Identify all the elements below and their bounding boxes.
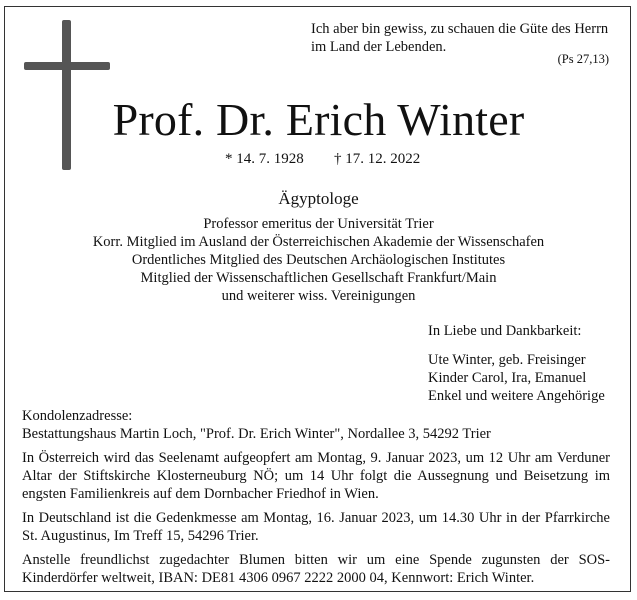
title-line: Ordentliches Mitglied des Deutschen Archäologischen Institutes (131, 252, 506, 268)
bible-verse (311, 20, 611, 56)
birth-date: * 14. 7. 1928 (225, 151, 304, 167)
announcement-body (22, 407, 610, 593)
condolence-label: Kondolenzadresse: (22, 408, 133, 424)
deceased-name: Prof. Dr. Erich Winter (112, 94, 525, 145)
verse-line: im Land der Lebenden. (311, 39, 447, 55)
family-intro: In Liebe und Dankbarkeit: (428, 323, 582, 339)
family-member: Ute Winter, geb. Freisinger (428, 352, 586, 368)
title-line: Mitglied der Wissenschaftlichen Gesellschaft Frankfurt/Main (140, 270, 497, 286)
family-member: Enkel und weitere Angehörige (428, 388, 605, 404)
death-date: † 17. 12. 2022 (334, 151, 421, 167)
verse-line: Ich aber bin gewiss, zu schauen die Güte des Herrn (311, 21, 609, 37)
family-block (428, 322, 605, 405)
verse-reference: (Ps 27,13) (557, 52, 609, 66)
germany-service-paragraph: In Deutschland ist die Gedenkmesse am Montag, 16. Januar 2023, um 14.30 Uhr in der Pfarrkirche St. Augustinus, Im Treff 15, 54296 Trier. (22, 510, 610, 544)
titles-list (0, 215, 637, 305)
donation-paragraph: Anstelle freundlichst zugedachter Blumen bitten wir um eine Spende zugunsten der SOS-Kinderdörfer weltweit, IBAN: DE81 4306 0967 2222 2000 04, Kennwort: Erich Winter. (22, 552, 610, 586)
title-line: Korr. Mitglied im Ausland der Österreichischen Akademie der Wissenschafen (92, 234, 545, 250)
profession: Ägyptologe (278, 189, 359, 208)
austria-service-paragraph: In Österreich wird das Seelenamt aufgeopfert am Montag, 9. Januar 2023, um 12 Uhr am Verduner Altar der Stiftskirche Klosterneuburg NÖ; um 14 Uhr folgt die Aussegnung und Beisetzung im engsten Familienkreis auf dem Dornbacher Friedhof in Wien. (22, 450, 610, 502)
title-line: und weiterer wiss. Vereinigungen (221, 288, 416, 304)
title-line: Professor emeritus der Universität Trier (203, 216, 434, 232)
family-member: Kinder Carol, Ira, Emanuel (428, 370, 587, 386)
condolence-address: Bestattungshaus Martin Loch, "Prof. Dr. Erich Winter", Nordallee 3, 54292 Trier (22, 426, 491, 442)
condolence-paragraph (22, 407, 610, 443)
